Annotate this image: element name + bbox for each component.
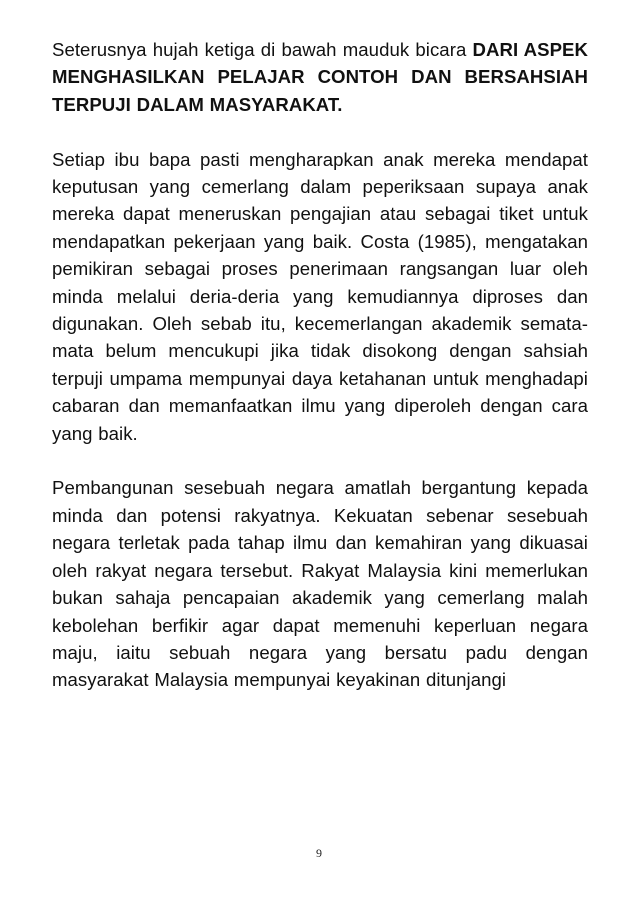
section-heading: DARI ASPEK MENGHASILKAN PELAJAR CONTOH DAN BERSAHSIAH TERPUJI DALAM MASYARAKAT. [52,39,588,115]
intro-text: Seterusnya hujah ketiga di bawah mauduk bicara [52,39,473,60]
page-number: 9 [316,846,322,860]
document-page [52,36,588,721]
paragraph-intro [52,36,588,118]
paragraph-body-1: Setiap ibu bapa pasti mengharapkan anak mereka mendapat keputusan yang cemerlang dalam peperiksaan supaya anak mereka dapat meneruskan pengajian atau sebagai tiket untuk mendapatkan pekerjaan yang baik. Costa (1985), mengatakan pemikiran sebagai proses penerimaan rangsangan luar oleh minda melalui deria-deria yang kemudiannya diproses dan digunakan. Oleh sebab itu, kecemerlangan akademik semata-mata belum mencukupi jika tidak disokong dengan sahsiah terpuji umpama mempunyai daya ketahanan untuk menghadapi cabaran dan memanfaatkan ilmu yang diperoleh dengan cara yang baik. [52,148,588,444]
paragraph-body-2: Pembangunan sesebuah negara amatlah bergantung kepada minda dan potensi rakyatnya. Kekuatan sebenar sesebuah negara terletak pada tahap ilmu dan kemahiran yang dikuasai oleh rakyat negara tersebut. Rakyat Malaysia kini memerlukan bukan sahaja pencapaian akademik yang cemerlang malah kebolehan berfikir agar dapat memenuhi keperluan negara maju, iaitu sebuah negara yang bersatu padu dengan masyarakat Malaysia mempunyai keyakinan ditunjangi [52,477,588,691]
